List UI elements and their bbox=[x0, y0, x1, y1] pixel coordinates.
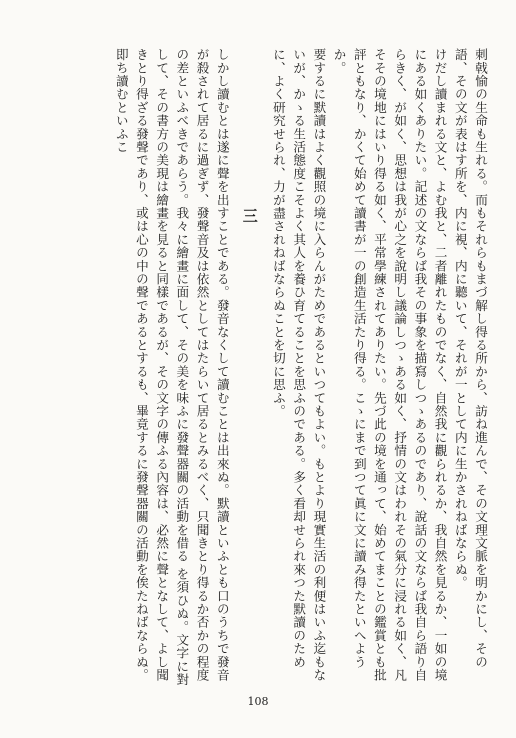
paragraph-3: 要するに默讀はよく觀照の境に入らんがためであるといつてもよい。もとより現實生活の利便はいふ迄もないが、かゝる生活態度こそよく其人を養ひ育てることを思ふのである。多く看却せられ來つた默讀のために、よく研究せられ、力が盡されねばならぬことを切に思ふ。 bbox=[270, 48, 327, 682]
paragraph-4: しかし讀むとは遂に聲を出すことである。發音なくして讀むことは出來ぬ。默讀といふとも口のうちで發音が殺されて居るに過ぎず、發聲音及は依然としてはたらいて居るとみるべく、只聞きとり得るか否かの程度の差といふべきであらう。我々に繪畫に面して、その美を味ふに發聲器關の活動を借る を須ひぬ。文字に對して、その書方の美現は繪畫を見ると同樣であるが、その文字の傳ふる內容は、必然に聲となして、よし聞きとり得ざる發聲であり、或は心の中の聲であるとするも、畢竟するに發聲器關の活動を俟たねばならぬ。即ち讀むといふこ bbox=[113, 48, 230, 687]
paragraph-1: 刺戟愉の生命も生れる。而もそれらもまづ解し得る所から、訪ね進んで、その文理文脈を明かにし、その語、その文が表はす所を、内に視、内に聽いて、それが一として内に生かされねばならぬ。 bbox=[452, 48, 488, 669]
vertical-text-block bbox=[20, 48, 490, 688]
section-heading: 三 bbox=[240, 208, 259, 224]
paragraph-2: けだし讀まれる文と、よむ我と、二者離れたものでなく、自然我に觀られるか、我自然を見るか、一如の境にある如くありたい。記述の文ならば我その事象を描寫しつゝあるのであり、說話の文ならば我自ら語り自らきく、が如く、思想は我が心之を說明し議論しつゝある如く、抒情の文はわれその氣分に浸れる如く、凡そその境地にはいり得る如く、平常學練されてありたい。先づ此の境を通って、始めてまことの鑑賞とも批評ともなり、かくて始めて讀書が一の創造生活たり得る。こゝにまで到つて眞に文に讀み得たといへようか。 bbox=[331, 48, 448, 682]
page-number: 108 bbox=[247, 695, 269, 708]
